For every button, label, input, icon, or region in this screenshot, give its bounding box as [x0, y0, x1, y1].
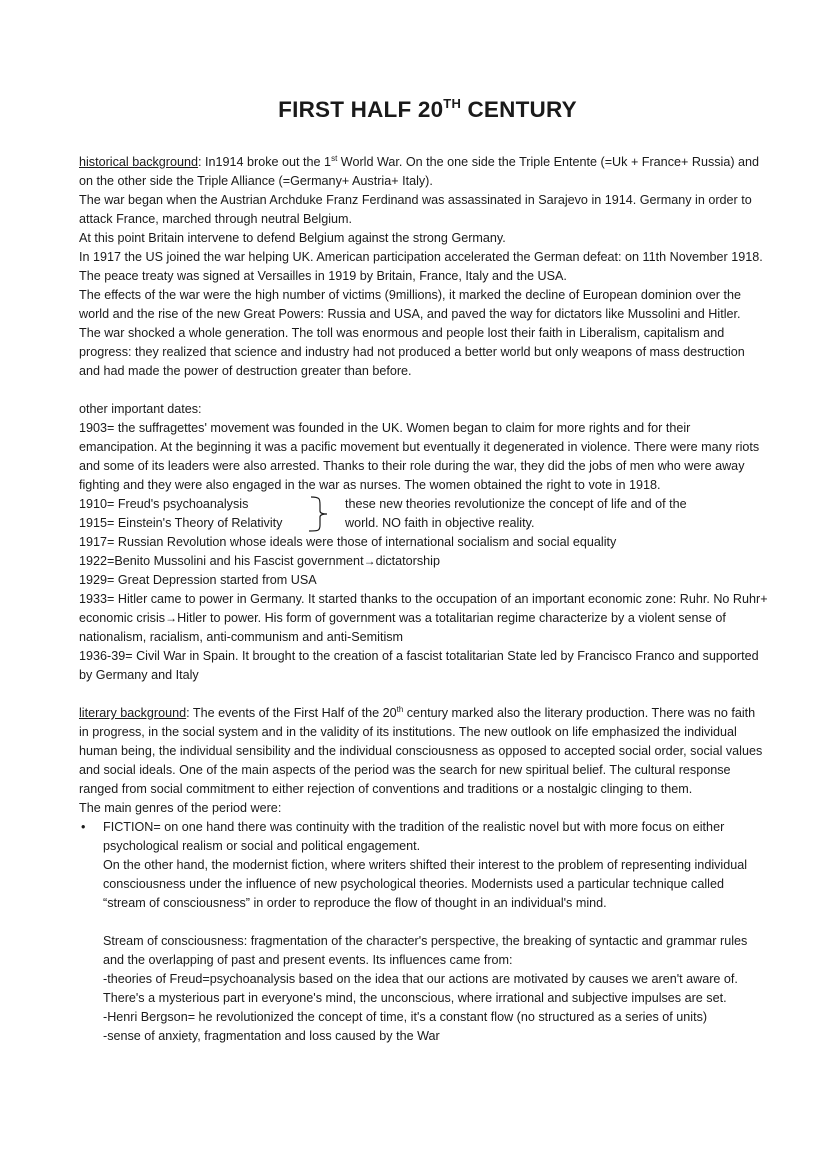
date-1922-result: dictatorship: [375, 554, 440, 568]
date-1915: 1915= Einstein's Theory of Relativity: [79, 516, 283, 530]
title-superscript: TH: [443, 96, 462, 111]
spacer: [103, 913, 768, 932]
shock-paragraph: The war shocked a whole generation. The toll was enormous and people lost their faith in Liberalism, capitalism and progress: they realized that science and industry had not produced a better world but only weapons of mass destruction and had made the power of destruction greater than before.: [79, 326, 745, 378]
date-1910: 1910= Freud's psychoanalysis: [79, 497, 249, 511]
page-title: [79, 96, 768, 123]
date-1922-text: 1922=Benito Mussolini and his Fascist government: [79, 554, 364, 568]
title-text-rest: CENTURY: [461, 97, 577, 122]
historical-background-label: historical background: [79, 155, 199, 169]
us-paragraph: In 1917 the US joined the war helping UK. American participation accelerated the German defeat: on 11th November 1918. The peace treaty was signed at Versailles in 1919 by Britain, France, Italy and the USA.: [79, 250, 763, 283]
britain-paragraph: At this point Britain intervene to defend Belgium against the strong Germany.: [79, 231, 506, 245]
war-influence: -sense of anxiety, fragmentation and loss caused by the War: [103, 1029, 440, 1043]
theories-note-line2: world. NO faith in objective reality.: [345, 516, 535, 530]
date-1933-text: 1933= Hitler came to power in Germany. It started thanks to the occupation of an important economic zone: Ruhr. No Ruhr+ economic crisis: [79, 592, 768, 625]
historical-intro-text: : In1914 broke out the 1: [198, 155, 332, 169]
spacer: [79, 685, 768, 704]
list-item: [79, 818, 768, 1046]
date-1922: [79, 552, 768, 571]
modernist-paragraph: On the other hand, the modernist fiction, where writers shifted their interest to the problem of representing individual consciousness under the influence of new psychological theories. Modernists used a particular technique called “stream of consciousness” in order to reproduce the flow of thought in an individual's mind.: [103, 858, 748, 910]
spacer: [79, 381, 768, 400]
historical-intro: [79, 153, 768, 191]
theories-block: [79, 495, 768, 533]
effects-paragraph: The effects of the war were the high number of victims (9millions), it marked the decline of European dominion over the world and the rise of the new Great Powers: Russia and USA, and paved the way for dictators like Mussolini and Hitler.: [79, 288, 741, 321]
genres-heading: The main genres of the period were:: [79, 801, 282, 815]
ordinal-superscript: st: [331, 154, 338, 163]
date-1936-39: 1936-39= Civil War in Spain. It brought to the creation of a fascist totalitarian State led by Francisco Franco and supported by Germany and Italy: [79, 649, 759, 682]
historical-intro-text-2: World War. On the one side the Triple Entente (=Uk + France+ Russia) and on the other side the Triple Alliance (=Germany+ Austria+ Italy).: [79, 155, 760, 188]
fiction-paragraph: FICTION= on one hand there was continuity with the tradition of the realistic novel but with more focus on either psychological realism or social and political engagement.: [103, 820, 725, 853]
date-1917: 1917= Russian Revolution whose ideals were those of international socialism and social equality: [79, 535, 617, 549]
date-1929: 1929= Great Depression started from USA: [79, 573, 317, 587]
curly-brace-icon: [307, 496, 331, 532]
date-1933-result: Hitler to power. His form of government was a totalitarian regime characterize by a violent sense of nationalism, racialism, anti-communism and anti-Semitism: [79, 611, 726, 644]
war-beginning-paragraph: The war began when the Austrian Archduke Franz Ferdinand was assassinated in Sarajevo in 1914. Germany in order to attack France, marched through neutral Belgium.: [79, 193, 752, 226]
literary-intro-text: : The events of the First Half of the 20: [186, 706, 397, 720]
title-text: FIRST HALF 20: [278, 97, 444, 122]
stream-paragraph: Stream of consciousness: fragmentation of the character's perspective, the breaking of syntactic and grammar rules and the overlapping of past and present events. Its influences came from:: [103, 934, 748, 967]
literary-background-label: literary background: [79, 706, 187, 720]
freud-influence: -theories of Freud=psychoanalysis based on the idea that our actions are motivated by causes we aren't aware of. There's a mysterious part in everyone's mind, the unconscious, where irrational and subjective impulses are set.: [103, 972, 738, 1005]
theories-note-line1: these new theories revolutionize the concept of life and of the: [345, 497, 687, 511]
literary-intro: [79, 704, 768, 799]
date-1933: [79, 590, 768, 647]
arrow-right-icon: →: [165, 611, 178, 625]
dates-heading: other important dates:: [79, 402, 202, 416]
ordinal-superscript: th: [396, 705, 404, 714]
bullet-icon: •: [81, 820, 86, 834]
bergson-influence: -Henri Bergson= he revolutionized the concept of time, it's a constant flow (no structured as a series of units): [103, 1010, 708, 1024]
date-1903: 1903= the suffragettes' movement was founded in the UK. Women began to claim for more rights and for their emancipation. At the beginning it was a pacific movement but eventually it degenerated in violence. There were many riots and some of its leaders were also arrested. Thanks to their role during the war, they did the jobs of men who were away fighting and they were also engaged in the war as nurses. The women obtained the right to vote in 1918.: [79, 421, 760, 492]
arrow-right-icon: →: [363, 554, 376, 568]
literary-intro-text-2: century marked also the literary production. There was no faith in progress, in the social system and in the validity of its institutions. The new outlook on life emphasized the individual human being, the individual sensibility and the individual consciousness as opposed to accepted social order, social values and social ideals. One of the main aspects of the period was the search for new spiritual belief. The cultural response ranged from social commitment to either rejection of conventions and traditions or a nostalgic clinging to them.: [79, 706, 763, 796]
